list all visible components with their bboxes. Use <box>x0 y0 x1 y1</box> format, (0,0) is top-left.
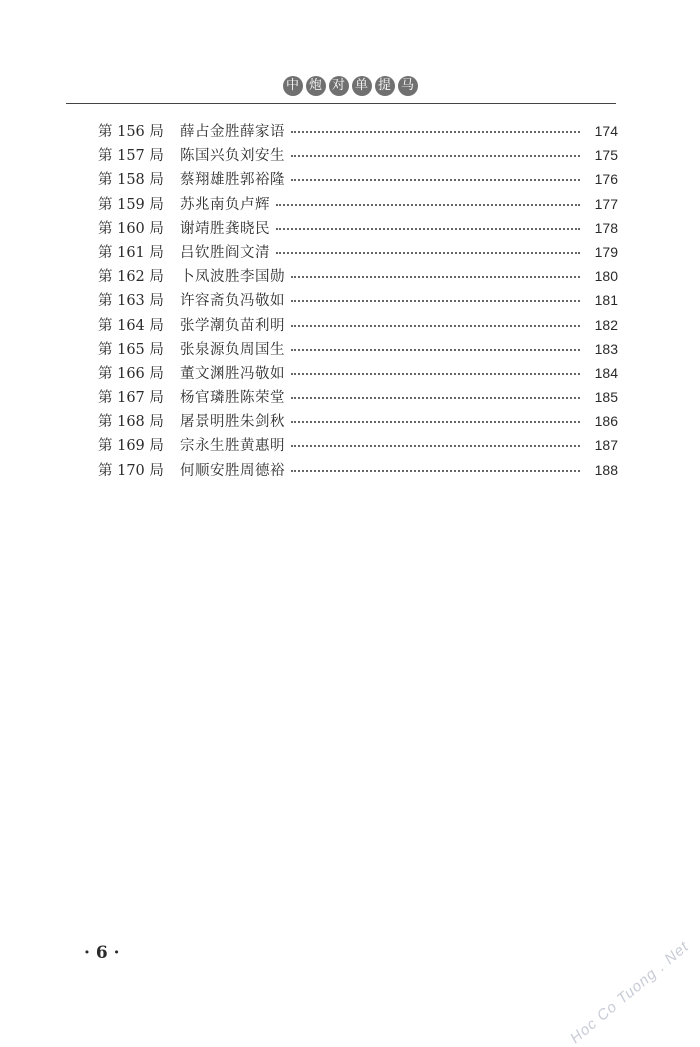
game-number: 第 162 局 <box>98 269 164 286</box>
title-char: 炮 <box>306 76 326 96</box>
game-title: 屠景明胜朱剑秋 <box>180 414 285 431</box>
watermark: Hoc Co Tuong . Net <box>566 937 692 1047</box>
toc-entry <box>98 168 618 192</box>
game-title: 吕钦胜阎文清 <box>180 244 270 261</box>
game-number: 第 159 局 <box>98 196 164 213</box>
game-number: 第 168 局 <box>98 414 164 431</box>
game-title: 杨官璘胜陈荣堂 <box>180 390 285 407</box>
game-number: 第 163 局 <box>98 293 164 310</box>
title-char: 对 <box>329 76 349 96</box>
title-char: 单 <box>352 76 372 96</box>
page-ref: 186 <box>594 413 618 430</box>
page-number: · 6 · <box>84 943 120 963</box>
page-ref: 182 <box>594 316 618 333</box>
page-ref: 177 <box>594 195 618 212</box>
page-ref: 179 <box>594 243 618 260</box>
dot-leader <box>291 276 580 278</box>
dot-leader <box>276 252 580 254</box>
toc-entry <box>98 338 618 362</box>
page-ref: 185 <box>594 389 618 406</box>
game-number: 第 169 局 <box>98 438 164 455</box>
toc-entry <box>98 410 618 434</box>
title-char: 提 <box>375 76 395 96</box>
game-number: 第 165 局 <box>98 341 164 358</box>
game-title: 陈国兴负刘安生 <box>180 148 285 165</box>
dot-leader <box>291 397 580 399</box>
header-divider <box>66 103 616 104</box>
game-number: 第 166 局 <box>98 365 164 382</box>
game-title: 苏兆南负卢辉 <box>180 196 270 213</box>
page-ref: 187 <box>594 437 618 454</box>
dot-leader <box>291 179 580 181</box>
dot-leader <box>291 470 580 472</box>
toc-entry <box>98 241 618 265</box>
page-ref: 183 <box>594 340 618 357</box>
dot-leader <box>276 204 580 206</box>
dot-leader <box>291 155 580 157</box>
table-of-contents <box>98 120 618 483</box>
game-title: 董文渊胜冯敬如 <box>180 365 285 382</box>
game-number: 第 164 局 <box>98 317 164 334</box>
game-number: 第 160 局 <box>98 220 164 237</box>
dot-leader <box>291 373 580 375</box>
toc-entry <box>98 193 618 217</box>
toc-entry <box>98 217 618 241</box>
game-number: 第 167 局 <box>98 390 164 407</box>
page-ref: 180 <box>594 268 618 285</box>
title-char: 中 <box>283 76 303 96</box>
dot-leader <box>291 300 580 302</box>
toc-entry <box>98 265 618 289</box>
game-number: 第 157 局 <box>98 148 164 165</box>
game-title: 蔡翔雄胜郭裕隆 <box>180 172 285 189</box>
toc-entry <box>98 459 618 483</box>
page-ref: 188 <box>594 461 618 478</box>
page-ref: 184 <box>594 364 618 381</box>
game-number: 第 161 局 <box>98 244 164 261</box>
game-title: 薛占金胜薛家语 <box>180 124 285 140</box>
dot-leader <box>291 131 580 133</box>
page-ref: 178 <box>594 219 618 236</box>
page-ref: 174 <box>594 123 618 139</box>
game-title: 宗永生胜黄惠明 <box>180 438 285 455</box>
game-number: 第 156 局 <box>98 124 164 140</box>
game-title: 卜凤波胜李国勋 <box>180 269 285 286</box>
toc-entry <box>98 362 618 386</box>
dot-leader <box>291 445 580 447</box>
toc-entry <box>98 120 618 144</box>
toc-entry <box>98 289 618 313</box>
game-number: 第 170 局 <box>98 462 164 479</box>
toc-entry <box>98 314 618 338</box>
page-ref: 176 <box>594 171 618 188</box>
game-number: 第 158 局 <box>98 172 164 189</box>
toc-entry <box>98 386 618 410</box>
dot-leader <box>291 325 580 327</box>
dot-leader <box>291 349 580 351</box>
toc-entry <box>98 434 618 458</box>
toc-entry <box>98 144 618 168</box>
game-title: 谢靖胜龚晓民 <box>180 220 270 237</box>
title-char: 马 <box>398 76 418 96</box>
book-title <box>0 76 700 96</box>
dot-leader <box>276 228 580 230</box>
game-title: 张学潮负苗利明 <box>180 317 285 334</box>
dot-leader <box>291 421 580 423</box>
game-title: 张泉源负周国生 <box>180 341 285 358</box>
game-title: 何顺安胜周德裕 <box>180 462 285 479</box>
page-ref: 175 <box>594 147 618 164</box>
game-title: 许容斋负冯敬如 <box>180 293 285 310</box>
page-ref: 181 <box>594 292 618 309</box>
